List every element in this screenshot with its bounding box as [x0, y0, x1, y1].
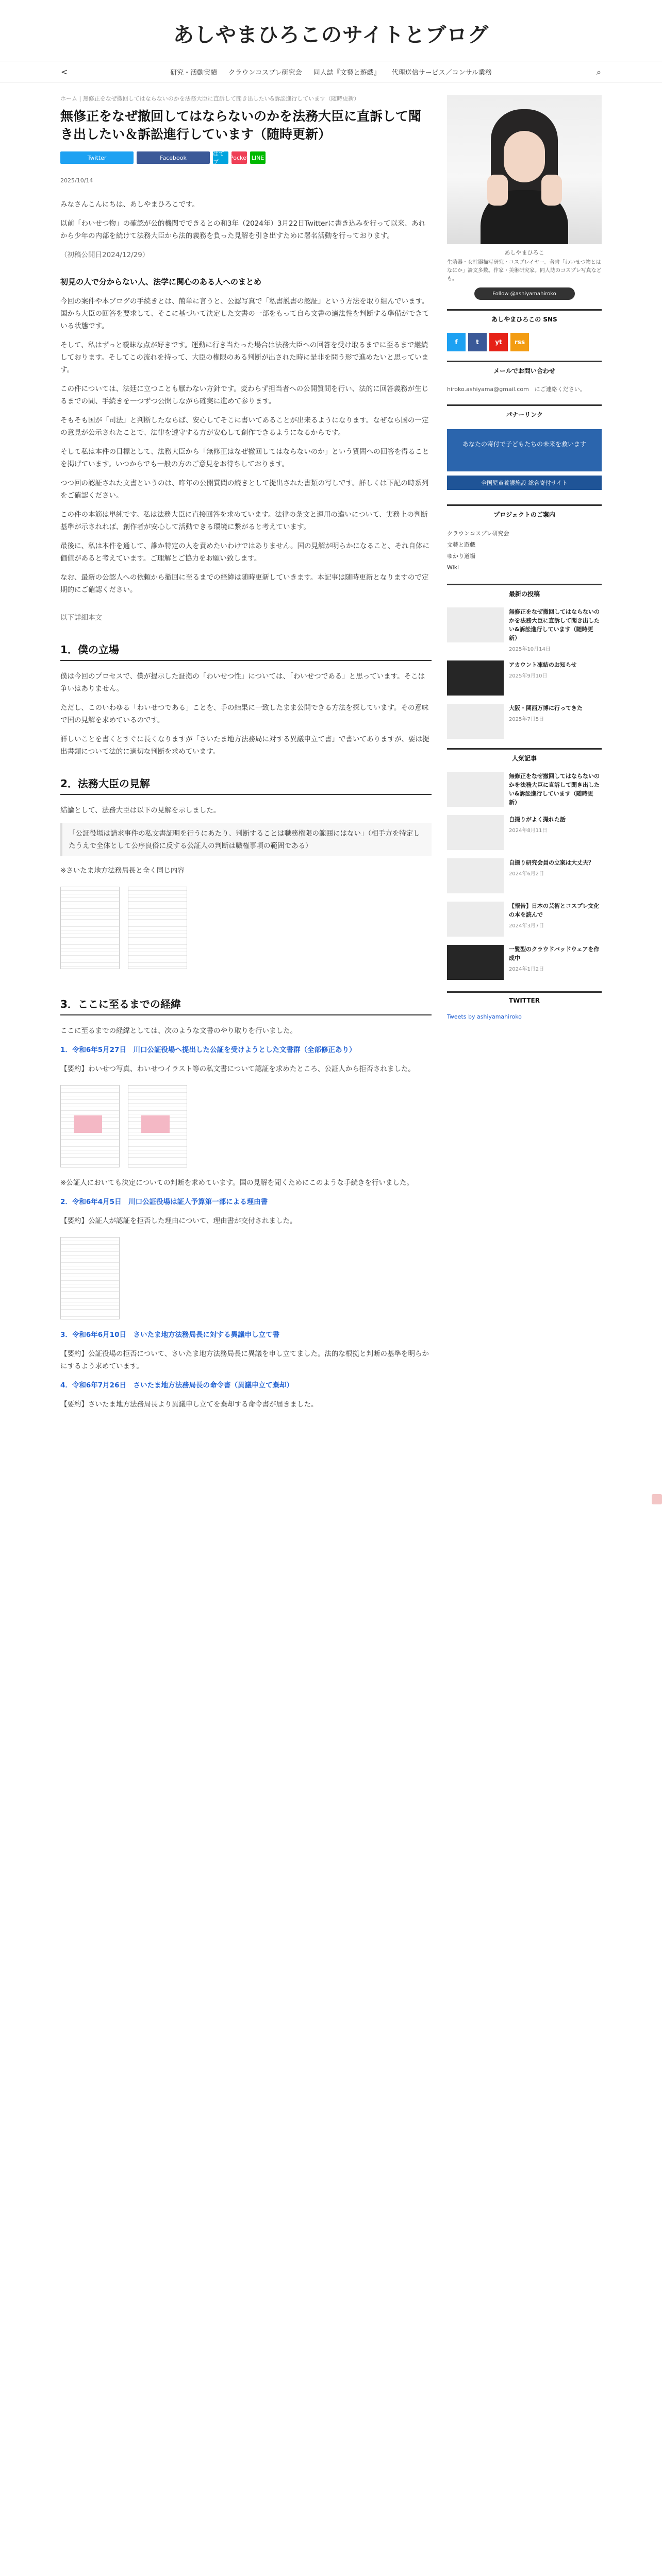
- sidebar-heading: TWITTER: [447, 991, 602, 1008]
- rss-icon[interactable]: rss: [510, 333, 529, 351]
- step-note: ※公証人においても決定についての判断を求めています。国の見解を聞くためにこのような手続きを行いました。: [60, 1179, 413, 1187]
- site-title[interactable]: あしやまひろこのサイトとブログ: [173, 23, 489, 47]
- social-links: [447, 333, 602, 351]
- intro-text: みなさんこんにちは、あしやまひろこです。: [60, 200, 199, 209]
- section-heading: 2．法務大臣の見解: [60, 775, 432, 795]
- step-description: 【要約】公証人が認証を拒否した理由について、理由書が交付されました。: [60, 1217, 297, 1225]
- popular-post[interactable]: [447, 772, 602, 807]
- sidebar-heading: プロジェクトのご案内: [447, 504, 602, 523]
- share-hatena-button[interactable]: はてブ: [213, 151, 228, 164]
- recent-post[interactable]: [447, 704, 602, 739]
- step-title[interactable]: 4．令和6年7月26日 さいたま地方法務局長の命令書（異議申立て棄却）: [60, 1381, 293, 1389]
- step-title[interactable]: 1．令和6年5月27日 川口公証役場へ提出した公証を受けようとした文書群（全部修正あり）: [60, 1046, 356, 1054]
- recent-post-date: 2025年7月5日: [509, 717, 544, 722]
- profile-photo: [447, 95, 602, 244]
- popular-post-date: 2024年6月2日: [509, 871, 544, 877]
- popular-post-title[interactable]: 無修正をなぜ撤回してはならないのかを法務大臣に直訴して聞き出したい&訴訟進行しています（随時更新）: [509, 773, 600, 806]
- popular-post-title[interactable]: 自撮りがよく撮れた話: [509, 816, 566, 823]
- popular-post-date: 2024年1月2日: [509, 967, 544, 972]
- author-description: 生殖器・女性器描写研究・コスプレイヤー。著書「わいせつ物とはなにか」論文多数。作家・美術研究家。同人誌のコスプレ写真なども。: [447, 260, 602, 282]
- section-heading: 1．僕の立場: [60, 641, 432, 661]
- popular-post[interactable]: [447, 902, 602, 937]
- body-paragraph: 今回の案件や本ブログの手続きとは、簡単に言うと、公認写真で「私書説書の認証」という方法を取り組んでいます。国から大臣の回答を要求して、そこに基づいて決定した文書の一部をもって自ら文書の適法性を判断する準備ができている状態です。: [60, 297, 429, 330]
- body-paragraph: 結論として、法務大臣は以下の見解を示しました。: [60, 806, 221, 815]
- nav-item[interactable]: 代理送信サービス／コンサル業務: [391, 69, 492, 77]
- step-title[interactable]: 2．令和6年4月5日 川口公証役場は証人予算第一部による理由書: [60, 1198, 268, 1206]
- project-list: [447, 528, 602, 573]
- body-paragraph: そして私は本件の目標として、法務大臣から「無修正はなぜ撤回してはならないのか」という質問への回答を得ることを掲げています。いつからでも一般の方のご意見をお待ちしております。: [60, 448, 429, 468]
- article: [60, 95, 432, 1417]
- popular-post-title[interactable]: 自撮り研究会員の立案は大丈夫？: [509, 859, 594, 866]
- sidebar: [447, 95, 602, 1417]
- sidebar-heading: メールでお問い合わせ: [447, 361, 602, 379]
- project-link[interactable]: クラウンコスプレ研究会: [447, 530, 509, 537]
- body-paragraph: ここに至るまでの経緯としては、次のような文書のやり取りを行いました。: [60, 1027, 297, 1035]
- project-link[interactable]: 文藝と遊戯: [447, 541, 475, 548]
- body-paragraph: この件については、法廷に立つことも厭わない方針です。変わらず担当者への公開質問を行い、法的に回答義務が生じるまでの間、手続きを一つずつ公開しながら確実に進めて参ります。: [60, 385, 429, 405]
- step-title[interactable]: 3．令和6年6月10日 さいたま地方法務局長に対する異議申し立て書: [60, 1331, 279, 1339]
- section-summary-title: 初見の人で分からない人、法学に関心のある人へのまとめ: [60, 277, 262, 286]
- post-thumbnail: [447, 902, 504, 937]
- popular-post-title[interactable]: 【報告】日本の芸術とコスプレ文化の本を読んで: [509, 903, 600, 918]
- author-name: あしやまひろこ: [504, 249, 544, 256]
- document-image[interactable]: [128, 1085, 187, 1167]
- step-description: 【要約】わいせつ写真、わいせつイラスト等の私文書について認証を求めたところ、公証人から拒否されました。: [60, 1065, 415, 1073]
- post-thumbnail: [447, 660, 504, 696]
- nav-item[interactable]: 同人誌『文藝と遊戯』: [313, 69, 380, 77]
- document-image[interactable]: [60, 887, 120, 969]
- follow-area: [447, 287, 602, 300]
- body-paragraph: 最後に、私は本件を通して、誰か特定の人を責めたいわけではありません。国の見解が明らかになること、それ自体に価値があると考えています。ご理解とご協力をお願い致します。: [60, 542, 430, 563]
- body-paragraph: ただし、このいわゆる「わいせつである」ことを、手の結果に一致したまま公開できる方法を探しています。その意味で国の見解を求めているのです。: [60, 704, 429, 724]
- popular-post[interactable]: [447, 945, 602, 980]
- body-paragraph: 詳しいことを書くとすぐに長くなりますが「さいたま地方法務局に対する異議申立て書」で書いてありますが、要は提出書類について法的に適切な判断を求めています。: [60, 735, 429, 756]
- project-link[interactable]: Wiki: [447, 564, 459, 571]
- popular-post[interactable]: [447, 858, 602, 893]
- document-image-row: [60, 884, 432, 978]
- facebook-icon[interactable]: t: [468, 333, 487, 351]
- popular-post-date: 2024年3月7日: [509, 923, 544, 929]
- share-bar: [60, 151, 432, 164]
- body-paragraph: そもそも国が「司法」と判断したならば、安心してそこに書いてあることが出来るようになります。なぜなら国の一定の意見が公示されたことで、法律を遵守する方が安心して創作できるようになるからです。: [60, 416, 429, 437]
- recent-post-title[interactable]: 大阪・関西万博に行ってきた: [509, 705, 583, 711]
- post-thumbnail: [447, 607, 504, 642]
- body-paragraph: なお、最新の公認人への依頼から撤回に至るまでの経緯は随時更新していきます。本記事は随時更新となりますので定期的にご確認ください。: [60, 573, 429, 594]
- recent-post[interactable]: [447, 607, 602, 652]
- nav-item[interactable]: クラウンコスプレ研究会: [228, 69, 302, 77]
- post-thumbnail: [447, 772, 504, 807]
- intro-paragraph: 以前「わいせつ物」の確認が公的機関でできるとの和3年（2024年）3月22日Twitterに書き込みを行って以来、あれから少年の内部を続けて法務大臣から法的義務を負った見解を引き出すために署名活動を行っております。: [60, 219, 425, 240]
- initial-post-note: （初稿公開日2024/12/29）: [60, 251, 150, 259]
- step-description: 【要約】公証役場の拒否について、さいたま地方法務局長に異議を申し立てました。法的な根拠と判断の基準を明らかにするよう求めています。: [60, 1350, 429, 1370]
- sidebar-heading: 最新の投稿: [447, 584, 602, 602]
- follow-button[interactable]: Follow @ashiyamahiroko: [474, 287, 575, 300]
- donation-banner[interactable]: あなたの寄付で子どもたちの未来を救います: [447, 429, 602, 471]
- sidebar-heading: パナーリンク: [447, 404, 602, 423]
- quote-block: 「公証役場は請求事件の私文書証明を行うにあたり、判断することは職務権限の範囲にはない」（相手方を特定したうえで全体として公序良俗に反する公証人の判断は職権事項の範囲である）: [60, 823, 432, 856]
- project-link[interactable]: ゆかり道場: [447, 553, 475, 560]
- section-heading: 3．ここに至るまでの経緯: [60, 996, 432, 1015]
- share-icon[interactable]: <: [61, 67, 68, 77]
- post-date: 2025/10/14: [60, 177, 93, 184]
- back-to-top-button[interactable]: [652, 1494, 662, 1504]
- post-thumbnail: [447, 704, 504, 739]
- document-image[interactable]: [128, 887, 187, 969]
- detail-label: 以下詳細本文: [60, 614, 102, 622]
- body-paragraph: つつ回の認証された文書というのは、昨年の公開質問の続きとして提出された書類の写しです。詳しくは下記の時系列をご確認ください。: [60, 479, 429, 500]
- popular-post-title[interactable]: 一覧型のクラウドパッドウェアを作成中: [509, 946, 600, 961]
- recent-post[interactable]: [447, 660, 602, 696]
- body-paragraph: そして、私はずっと曖昧な点が好きです。運動に行き当たった場合は法務大臣への回答を受け取るまでに至るまで継続しております。そしてこの流れを持って、大臣の権限のある判断が出された時に是非を問う形で進めたいと思っています。: [60, 341, 429, 374]
- article-title: 無修正をなぜ撤回してはならないのかを法務大臣に直訴して聞き出したい＆訴訟進行しています（随時更新）: [60, 109, 422, 142]
- recent-post-date: 2025年9月10日: [509, 673, 548, 679]
- nav-item[interactable]: 研究・活動実績: [170, 69, 218, 77]
- breadcrumb[interactable]: ホーム | 無修正をなぜ撤回してはならないのかを法務大臣に直訴して聞き出したい&訴訟進行しています（随時更新）: [60, 95, 360, 102]
- share-facebook-button[interactable]: Facebook: [137, 151, 210, 164]
- document-image[interactable]: [60, 1085, 120, 1167]
- post-thumbnail: [447, 815, 504, 850]
- donation-banner-sub[interactable]: 全国児童養護施設 総合寄付サイト: [447, 476, 602, 490]
- step-images: [60, 1082, 432, 1177]
- popular-post[interactable]: [447, 815, 602, 850]
- step-description: 【要約】さいたま地方法務局長より異議申し立てを棄却する命令書が届きました。: [60, 1400, 318, 1409]
- twitter-icon[interactable]: f: [447, 333, 466, 351]
- body-paragraph: この件の本筋は単純です。私は法務大臣に直接回答を求めています。法律の条文と運用の違いについて、実務上の判断基準が示されれば、創作者が安心して活動できる環境に繋がると考えています。: [60, 511, 428, 531]
- share-twitter-button[interactable]: Twitter: [60, 151, 134, 164]
- body-note: ※さいたま地方法務局長と全く同じ内容: [60, 867, 185, 875]
- sidebar-heading: あしやまひろこの SNS: [447, 309, 602, 328]
- site-header: [0, 0, 662, 61]
- post-thumbnail: [447, 945, 504, 980]
- recent-post-date: 2025年10月14日: [509, 647, 551, 652]
- post-thumbnail: [447, 858, 504, 893]
- popular-post-date: 2024年8月11日: [509, 828, 548, 834]
- recent-post-title[interactable]: アカウント凍結のお知らせ: [509, 662, 577, 668]
- search-icon[interactable]: ⌕: [597, 67, 601, 77]
- sidebar-heading: 人気記事: [447, 748, 602, 767]
- youtube-icon[interactable]: yt: [489, 333, 508, 351]
- share-pocket-button[interactable]: Pocket: [231, 151, 247, 164]
- recent-post-title[interactable]: 無修正をなぜ撤回してはならないのかを法務大臣に直訴して聞き出したい&訴訟進行しています（随時更新）: [509, 608, 600, 641]
- body-paragraph: 僕は今回のプロセスで、僕が提示した証拠の「わいせつ性」については、「わいせつである」と思っています。そこは争いはありません。: [60, 672, 425, 693]
- global-nav: [0, 61, 662, 82]
- contact-text[interactable]: hiroko.ashiyama@gmail.com にご連絡ください。: [447, 386, 586, 393]
- twitter-timeline-link[interactable]: Tweets by ashiyamahiroko: [447, 1013, 522, 1020]
- share-line-button[interactable]: LINE: [250, 151, 266, 164]
- document-image[interactable]: [60, 1237, 120, 1319]
